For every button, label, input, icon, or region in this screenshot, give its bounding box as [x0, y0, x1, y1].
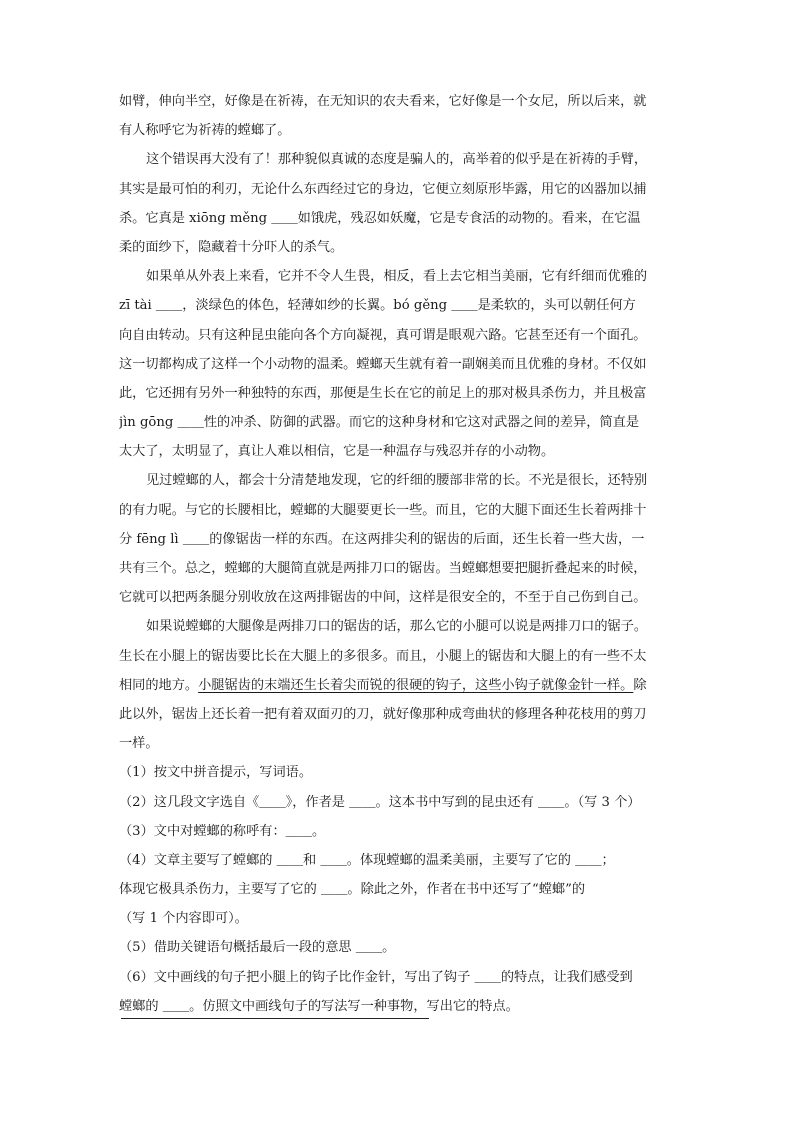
passage-line: 它就可以把两条腿分别收放在这两排锯齿的中间，这样是很安全的，不至于自己伤到自己。 [119, 590, 647, 606]
answer-line[interactable] [121, 1018, 429, 1019]
question-4: （4）文章主要写了螳螂的 ＿＿和 ＿＿。体现螳螂的温柔美丽，主要写了它的 ＿＿； [119, 852, 615, 868]
passage-line: 共有三个。总之，螳螂的大腿简直就是两排刀口的锯齿。当螳螂想要把腿折叠起来的时候， [119, 561, 647, 576]
passage-line: 分 fēng lì ＿＿的像锯齿一样的东西。在这两排尖利的锯齿的后面，还生长着一些大齿，一 [119, 531, 645, 547]
passage-line: 有人称呼它为祈祷的螳螂了。 [119, 123, 291, 139]
passage-line: 其实是最可怕的利刃，无论什么东西经过它的身边，它便立刻原形毕露，用它的凶器加以捕 [119, 181, 647, 197]
passage-line: 太大了，太明显了，真让人难以相信，它是一种温存与残忍并存的小动物。 [119, 444, 555, 460]
passage-line: 此，它还拥有另外一种独特的东西，那便是生长在它的前足上的那对极具杀伤力，并且极富 [119, 385, 647, 401]
passage-line: 如果单从外表上来看，它并不令人生畏，相反，看上去它相当美丽，它有纤细而优雅的 [146, 269, 648, 285]
passage-line: 杀。它真是 xiōng měng ＿＿如饿虎，残忍如妖魔，它是专食活的动物的。看来，在它温 [119, 210, 641, 226]
question-4-cont: （写 1 个内容即可）。 [119, 911, 248, 927]
passage-segment: 相同的地方。 [119, 677, 199, 693]
question-6-cont: 螳螂的 ＿＿。仿照文中画线句子的写法写一种事物，写出它的特点。 [119, 998, 519, 1014]
passage-line: 柔的面纱下，隐藏着十分吓人的杀气。 [119, 239, 344, 255]
question-6: （6）文中画线的句子把小腿上的钩子比作金针，写出了钩子 ＿＿的特点，让我们感受到 [119, 969, 633, 985]
question-4-cont: 体现它极具杀伤力，主要写了它的 ＿＿。除此之外，作者在书中还写了“螳螂”的 [119, 882, 586, 898]
question-2: （2）这几段文字选自《＿＿》，作者是 ＿＿。这本书中写到的昆虫还有 ＿＿。（写 3 个） [119, 794, 641, 810]
passage-line: 一样。 [119, 736, 159, 752]
passage-line: 见过螳螂的人，都会十分清楚地发现，它的纤细的腰部非常的长。不光是很长，还特别 [146, 473, 648, 489]
passage-line: jìn gōng ＿＿性的冲杀、防御的武器。而它的这种身材和它这对武器之间的差异，简直是 [119, 415, 640, 431]
passage-line: 如臂，伸向半空，好像是在祈祷，在无知识的农夫看来，它好像是一个女尼，所以后来，就 [119, 94, 647, 109]
passage-line: 向自由转动。只有这种昆虫能向各个方向凝视，真可谓是眼观六路。它甚至还有一个面孔。 [119, 327, 647, 343]
passage-line: 这个错误再大没有了！那种貌似真诚的态度是骗人的，高举着的似乎是在祈祷的手臂， [146, 152, 648, 168]
underlined-sentence: 小腿锯齿的末端还生长着尖而锐的很硬的钩子，这些小钩子就像金针一样。 [198, 677, 634, 693]
document-page [119, 87, 681, 1021]
question-1: （1）按文中拼音提示，写词语。 [119, 765, 313, 781]
passage-line [119, 671, 681, 700]
passage-segment: 除 [633, 677, 647, 693]
passage-line: 这一切都构成了这样一个小动物的温柔。螳螂天生就有着一副娴美而且优雅的身材。不仅如 [119, 356, 647, 372]
question-5: （5）借助关键语句概括最后一段的意思 ＿＿。 [119, 940, 396, 956]
question-3: （3）文中对螳螂的称呼有：＿＿。 [119, 823, 326, 839]
passage-line: zī tài ＿＿，淡绿色的体色，轻薄如纱的长翼。bó gěng ＿＿是柔软的，头可以朝任何方 [119, 298, 636, 314]
passage-line: 此以外，锯齿上还长着一把有着双面刃的刀，就好像那种成弯曲状的修理各种花枝用的剪刀 [119, 706, 647, 722]
passage-line: 的有力呢。与它的长腰相比，螳螂的大腿要更长一些。而且，它的大腿下面还生长着两排十 [119, 502, 647, 518]
passage-line: 如果说螳螂的大腿像是两排刀口的锯齿的话，那么它的小腿可以说是两排刀口的锯子。 [146, 619, 648, 635]
passage-line: 生长在小腿上的锯齿要比长在大腿上的多很多。而且，小腿上的锯齿和大腿上的有一些不太 [119, 648, 647, 664]
